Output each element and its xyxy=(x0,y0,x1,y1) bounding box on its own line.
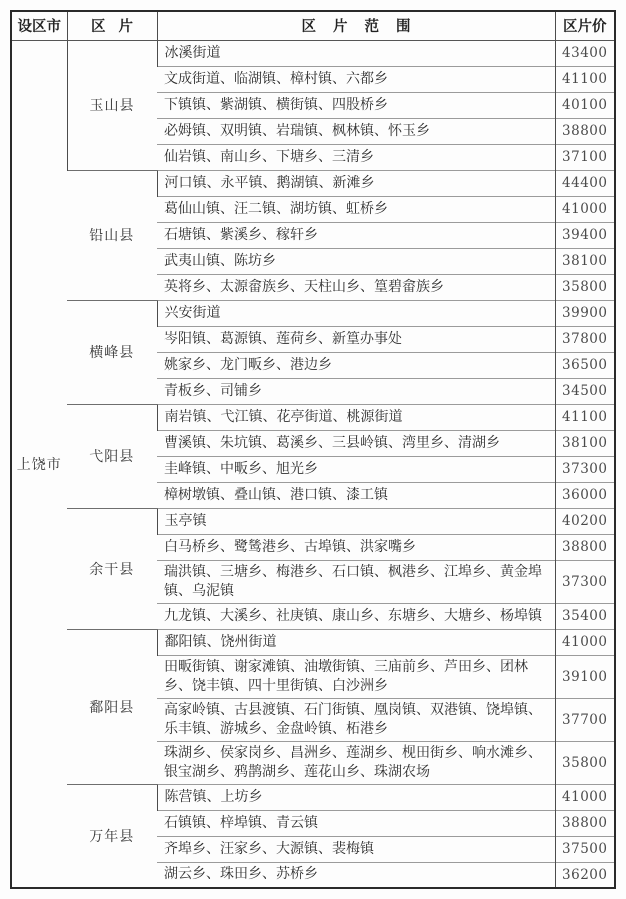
range-cell: 英将乡、太源畲族乡、天柱山乡、篁碧畲族乡 xyxy=(157,274,555,300)
range-cell: 石镇镇、梓埠镇、青云镇 xyxy=(157,810,555,836)
table-row xyxy=(11,784,615,810)
range-cell: 青板乡、司铺乡 xyxy=(157,378,555,404)
price-cell: 39900 xyxy=(555,300,615,326)
range-cell: 下镇镇、紫湖镇、横街镇、四股桥乡 xyxy=(157,92,555,118)
price-cell: 41000 xyxy=(555,629,615,655)
price-cell: 36200 xyxy=(555,862,615,888)
range-cell: 陈营镇、上坊乡 xyxy=(157,784,555,810)
range-cell: 石塘镇、紫溪乡、稼轩乡 xyxy=(157,222,555,248)
range-cell: 齐埠乡、汪家乡、大源镇、裴梅镇 xyxy=(157,836,555,862)
range-cell: 武夷山镇、陈坊乡 xyxy=(157,248,555,274)
price-cell: 38800 xyxy=(555,810,615,836)
table-row xyxy=(11,300,615,326)
price-cell: 37100 xyxy=(555,144,615,170)
range-cell: 冰溪街道 xyxy=(157,40,555,66)
header-zone-label: 区片 xyxy=(91,18,146,36)
header-range-label: 区片范围 xyxy=(301,18,428,36)
range-cell: 姚家乡、龙门畈乡、港边乡 xyxy=(157,352,555,378)
price-cell: 36000 xyxy=(555,482,615,508)
range-cell: 瑞洪镇、三塘乡、梅港乡、石口镇、枫港乡、江埠乡、黄金埠镇、乌泥镇 xyxy=(157,560,555,603)
price-cell: 37300 xyxy=(555,456,615,482)
county-cell: 弋阳县 xyxy=(67,404,157,508)
table-body xyxy=(11,40,615,888)
price-cell: 35800 xyxy=(555,274,615,300)
county-cell: 余干县 xyxy=(67,508,157,629)
range-cell: 必姆镇、双明镇、岩瑞镇、枫林镇、怀玉乡 xyxy=(157,118,555,144)
price-cell: 39400 xyxy=(555,222,615,248)
table-row xyxy=(11,170,615,196)
range-cell: 玉亭镇 xyxy=(157,508,555,534)
header-zone xyxy=(67,11,157,40)
table-header xyxy=(11,11,615,40)
price-cell: 41000 xyxy=(555,784,615,810)
county-cell: 玉山县 xyxy=(67,40,157,170)
land-price-table xyxy=(10,10,616,889)
price-cell: 38800 xyxy=(555,118,615,144)
header-range xyxy=(157,11,555,40)
county-cell: 万年县 xyxy=(67,784,157,888)
range-cell: 珠湖乡、侯家岗乡、昌洲乡、莲湖乡、枧田街乡、响水滩乡、银宝湖乡、鸦鹊湖乡、莲花山乡、珠湖农场 xyxy=(157,741,555,784)
range-cell: 兴安街道 xyxy=(157,300,555,326)
price-cell: 34500 xyxy=(555,378,615,404)
city-cell: 上饶市 xyxy=(16,456,62,473)
price-cell: 37700 xyxy=(555,698,615,741)
range-cell: 白马桥乡、鹭鸶港乡、古埠镇、洪家嘴乡 xyxy=(157,534,555,560)
range-cell: 田畈街镇、谢家滩镇、油墩街镇、三庙前乡、芦田乡、团林乡、饶丰镇、四十里街镇、白沙洲乡 xyxy=(157,655,555,698)
price-cell: 37500 xyxy=(555,836,615,862)
range-cell: 岑阳镇、葛源镇、莲荷乡、新篁办事处 xyxy=(157,326,555,352)
price-cell: 39100 xyxy=(555,655,615,698)
price-cell: 40200 xyxy=(555,508,615,534)
range-cell: 葛仙山镇、汪二镇、湖坊镇、虹桥乡 xyxy=(157,196,555,222)
table-row xyxy=(11,629,615,655)
table-row xyxy=(11,404,615,430)
price-cell: 36500 xyxy=(555,352,615,378)
price-cell: 35800 xyxy=(555,741,615,784)
price-cell: 40100 xyxy=(555,92,615,118)
price-cell: 41000 xyxy=(555,196,615,222)
range-cell: 南岩镇、弋江镇、花亭街道、桃源街道 xyxy=(157,404,555,430)
price-cell: 44400 xyxy=(555,170,615,196)
header-city: 设区市 xyxy=(11,11,67,40)
price-cell: 38100 xyxy=(555,430,615,456)
header-row xyxy=(11,11,615,40)
price-cell: 41100 xyxy=(555,66,615,92)
county-cell: 横峰县 xyxy=(67,300,157,404)
price-cell: 41100 xyxy=(555,404,615,430)
county-cell: 鄱阳县 xyxy=(67,629,157,784)
range-cell: 文成街道、临湖镇、樟村镇、六都乡 xyxy=(157,66,555,92)
range-cell: 河口镇、永平镇、鹅湖镇、新滩乡 xyxy=(157,170,555,196)
price-cell: 38800 xyxy=(555,534,615,560)
table-row xyxy=(11,508,615,534)
range-cell: 九龙镇、大溪乡、社庚镇、康山乡、东塘乡、大塘乡、杨埠镇 xyxy=(157,603,555,629)
range-cell: 圭峰镇、中畈乡、旭光乡 xyxy=(157,456,555,482)
price-cell: 37800 xyxy=(555,326,615,352)
table-row xyxy=(11,40,615,66)
range-cell: 仙岩镇、南山乡、下塘乡、三清乡 xyxy=(157,144,555,170)
range-cell: 鄱阳镇、饶州街道 xyxy=(157,629,555,655)
range-cell: 樟树墩镇、叠山镇、港口镇、漆工镇 xyxy=(157,482,555,508)
range-cell: 曹溪镇、朱坑镇、葛溪乡、三县岭镇、湾里乡、清湖乡 xyxy=(157,430,555,456)
county-cell: 铅山县 xyxy=(67,170,157,300)
range-cell: 高家岭镇、古县渡镇、石门街镇、凰岗镇、双港镇、饶埠镇、乐丰镇、游城乡、金盘岭镇、柘港乡 xyxy=(157,698,555,741)
price-cell: 43400 xyxy=(555,40,615,66)
price-cell: 35400 xyxy=(555,603,615,629)
header-price: 区片价 xyxy=(555,11,615,40)
price-cell: 37300 xyxy=(555,560,615,603)
range-cell: 湖云乡、珠田乡、苏桥乡 xyxy=(157,862,555,888)
price-cell: 38100 xyxy=(555,248,615,274)
